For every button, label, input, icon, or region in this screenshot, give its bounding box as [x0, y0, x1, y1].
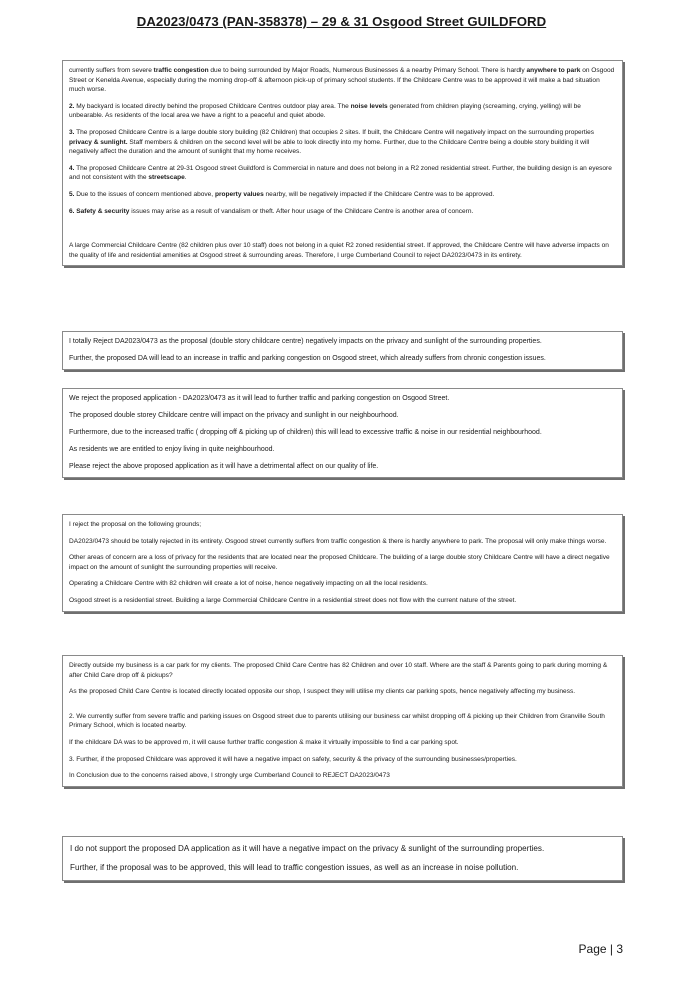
paragraph: If the childcare DA was to be approved m, it will cause further traffic congestion & make it virtually impossible to find a car parking spot.	[69, 738, 459, 746]
submission-box-2	[62, 331, 623, 370]
paragraph: I do not support the proposed DA application as it will have a negative impact on the privacy & sunlight of the surrounding properties.	[70, 844, 545, 853]
paragraph: 3. Further, if the proposed Childcare was approved it will have a negative impact on safety, security & the privacy of the surrounding businesses/properties.	[69, 755, 517, 763]
paragraph: The proposed double storey Childcare centre will impact on the privacy and sunlight in our neighbourhood.	[69, 412, 399, 419]
page-number: Page | 3	[578, 942, 623, 956]
paragraph: We reject the proposed application - DA2023/0473 as it will lead to further traffic and parking congestion on Osgood Street.	[69, 395, 450, 402]
paragraph: Further, if the proposal was to be approved, this will lead to traffic congestion issues, as well as an increase in noise pollution.	[70, 863, 519, 872]
paragraph: Directly outside my business is a car park for my clients. The proposed Child Care Centre has 82 Children and over 10 staff. Where are the staff & Parents going to park during morning & after Child Care drop off & pickups?	[69, 662, 608, 679]
paragraph: 6. Safety & security issues may arise as a result of vandalism or theft. After hour usage of the Childcare Centre is another area of concern.	[69, 207, 474, 215]
paragraph: 3. The proposed Childcare Centre is a large double story building (82 Children) that occupies 2 sites. If built, the Childcare Centre will negatively impact on the surrounding properties privacy & sunlight. Staff members & children on the second level will be able to look directly into my home. Further, due to the Childcare Centre being a double story building it will negatively affect the duration and the amount of sunlight that my home receives.	[69, 128, 595, 156]
paragraph: 2. My backyard is located directly behind the proposed Childcare Centres outdoor play area. The noise levels generated from children playing (screaming, crying, yelling) will be unbearable. As residents of the local area we have a right to a peaceful and quiet abode.	[69, 102, 581, 120]
paragraph: Operating a Childcare Centre with 82 children will create a lot of noise, hence negatively impacting on all the local residents.	[69, 580, 428, 588]
paragraph: DA2023/0473 should be totally rejected in its entirety. Osgood street currently suffers from traffic congestion & there is hardly anywhere to park. The proposal will only make things worse.	[69, 537, 607, 545]
paragraph: 4. The proposed Childcare Centre at 29-31 Osgood street Guildford is Commercial in nature and does not belong in a R2 zoned residential street. Further, the building design is an eyesore and not consistent with the streetscape.	[69, 164, 612, 182]
submission-box-5	[62, 655, 623, 787]
paragraph: Please reject the above proposed application as it will have a detrimental affect on our quality of life.	[69, 463, 379, 470]
paragraph: 5. Due to the issues of concern mentioned above, property values nearby, will be negatively impacted if the Childcare Centre was to be approved.	[69, 190, 495, 198]
page-title: DA2023/0473 (PAN-358378) – 29 & 31 Osgood Street GUILDFORD	[136, 14, 547, 29]
paragraph: I reject the proposal on the following grounds;	[69, 521, 202, 528]
paragraph: Other areas of concern are a loss of privacy for the residents that are located near the proposed Childcare. The building of a large double story Childcare Centre will have a direct negative impact on the amount of sunlight the surrounding properties will receive.	[69, 554, 610, 571]
paragraph: Osgood street is a residential street. Building a large Commercial Childcare Centre in a residential street does not flow with the current nature of the street.	[69, 596, 517, 604]
submission-box-4	[62, 514, 623, 612]
paragraph: In Conclusion due to the concerns raised above, I strongly urge Cumberland Council to REJECT DA2023/0473	[69, 772, 390, 780]
paragraph: Further, the proposed DA will lead to an increase in traffic and parking congestion on Osgood street, which already suffers from chronic congestion issues.	[69, 355, 546, 362]
submission-box-1	[62, 60, 623, 266]
submission-box-3	[62, 388, 623, 478]
paragraph: As the proposed Child Care Centre is located directly located opposite our shop, I suspect they will utilise my clients car parking spots, hence negatively affecting my business.	[69, 688, 576, 696]
paragraph: currently suffers from severe traffic congestion due to being surrounded by Major Roads, Numerous Businesses & a nearby Primary School. There is hardly anywhere to park on Osgood Street or Kenelda Avenue, especially during the morning drop-off & afternoon pick-up of primary school students. If the Childcare Centre was to be approved it will make a bad situation much worse.	[69, 67, 615, 94]
submission-box-6	[62, 836, 623, 881]
paragraph: 2. We currently suffer from severe traffic and parking issues on Osgood street due to parents utilising our business car whilst dropping off & picking up their Children from Granville South Primary School, which is located nearby.	[69, 712, 605, 730]
paragraph: I totally Reject DA2023/0473 as the proposal (double story childcare centre) negatively impacts on the privacy and sunlight of the surrounding properties.	[69, 338, 542, 345]
paragraph: Furthermore, due to the increased traffic ( dropping off & picking up of children) this will lead to excessive traffic & noise in our residential neighbourhood.	[69, 429, 542, 436]
paragraph: A large Commercial Childcare Centre (82 children plus over 10 staff) does not belong in a quiet R2 zoned residential street. If approved, the Childcare Centre will have adverse impacts on the quality of life and residential amenities at Osgood street & surrounding areas. Therefore, I urge Cumberland Council to reject DA2023/0473 in its entirety.	[69, 242, 609, 259]
paragraph: As residents we are entitled to enjoy living in quite neighbourhood.	[69, 446, 275, 453]
